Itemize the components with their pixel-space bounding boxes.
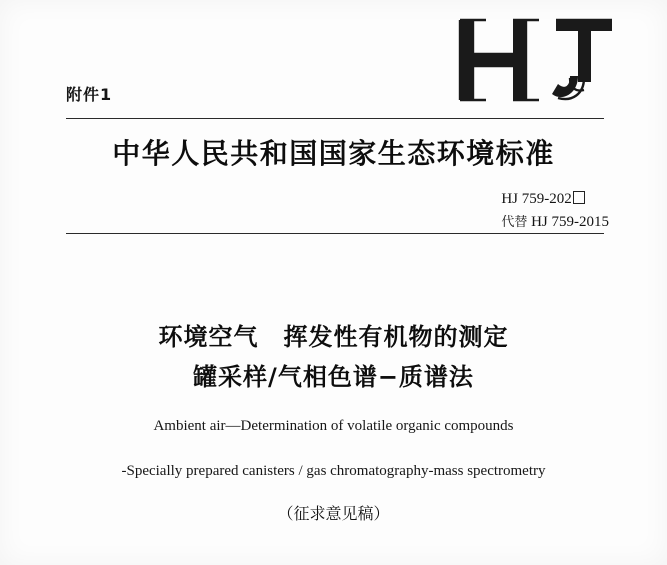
page-title-line-1: 环境空气 挥发性有机物的测定 — [158, 323, 509, 351]
standard-number-line — [501, 188, 609, 211]
divider-bottom — [66, 233, 604, 234]
english-title-line-2: -Specially prepared canisters / gas chromatography-mass spectrometry — [121, 463, 546, 479]
number-placeholder-box-icon — [573, 191, 585, 204]
replaces-number: HJ 759-2015 — [531, 213, 609, 230]
replaces-label: 代替 — [501, 214, 528, 230]
page-title-line-2: 罐采样/气相色谱−质谱法 — [193, 362, 474, 391]
attachment-label: 附件1 — [66, 85, 113, 104]
standard-number: HJ 759-202 — [501, 191, 572, 207]
divider-top — [66, 118, 604, 119]
english-title-line-1: Ambient air—Determination of volatile organic compounds — [153, 418, 514, 434]
draft-status-note: （征求意见稿） — [277, 504, 390, 523]
replaces-line — [501, 211, 609, 234]
hj-logo-icon — [452, 14, 622, 106]
standard-number-block — [501, 188, 609, 233]
page-title — [0, 318, 667, 397]
standard-issuer-title: 中华人民共和国国家生态环境标准 — [112, 137, 555, 170]
